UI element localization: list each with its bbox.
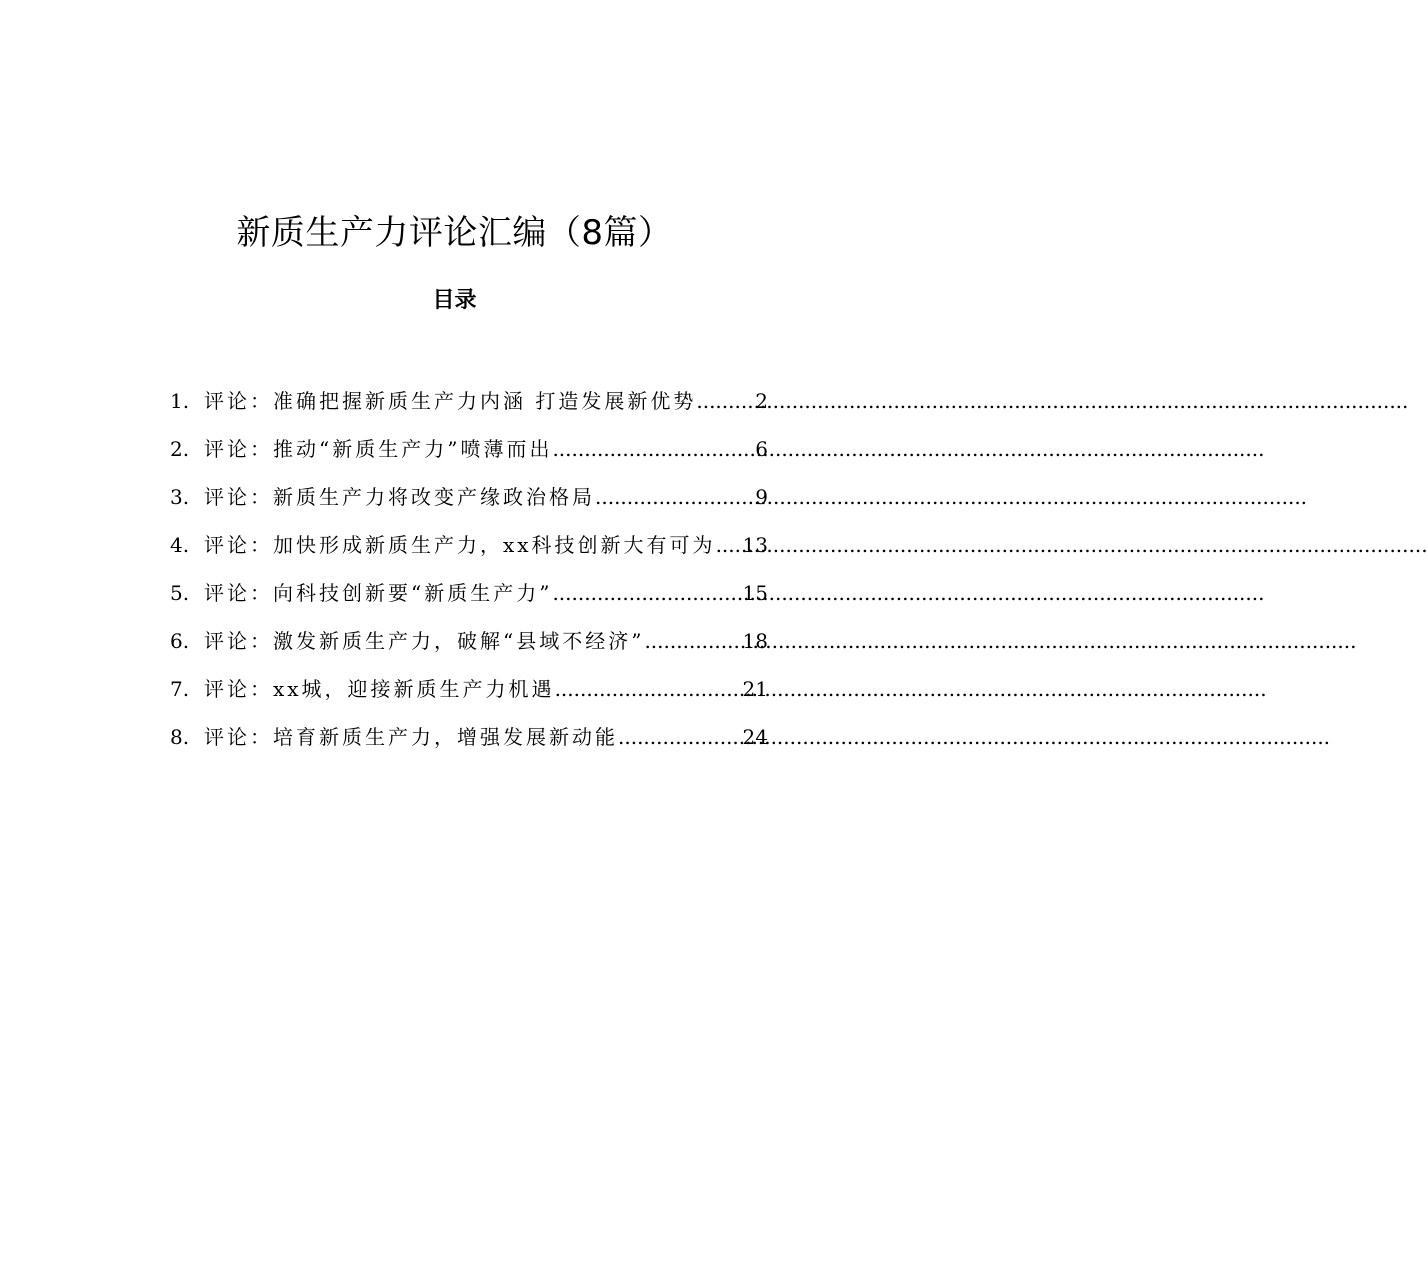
toc-entry-number: 1. — [170, 389, 190, 413]
toc-entry-page: 15 — [742, 581, 768, 605]
toc-entry-page: 13 — [742, 533, 768, 557]
toc-entry-number: 2. — [170, 437, 190, 461]
toc-entry-number: 7. — [170, 677, 190, 701]
toc-dot-leader — [716, 521, 742, 569]
toc-entry-prefix: 评论： — [204, 725, 273, 749]
toc-entry[interactable] — [170, 521, 768, 569]
toc-entry-page: 2 — [755, 389, 768, 413]
toc-entry-number: 8. — [170, 725, 190, 749]
toc-entry-page: 21 — [742, 677, 768, 701]
toc-dot-leader — [552, 569, 741, 617]
toc-entry-title: 培育新质生产力，增强发展新动能 — [273, 725, 618, 749]
toc-entry-number: 6. — [170, 629, 190, 653]
toc-entry[interactable] — [170, 377, 768, 425]
toc-dot-leader — [595, 473, 754, 521]
table-of-contents — [170, 377, 768, 761]
toc-dot-leader — [618, 713, 742, 761]
toc-entry-prefix: 评论： — [204, 533, 273, 557]
toc-entry-prefix: 评论： — [204, 437, 273, 461]
toc-dot-leader — [555, 665, 742, 713]
toc-entry-title: 激发新质生产力，破解“县域不经济” — [273, 629, 645, 653]
toc-entry-prefix: 评论： — [204, 389, 273, 413]
toc-heading: 目录 — [432, 287, 477, 313]
toc-entry[interactable] — [170, 617, 768, 665]
toc-entry-title: xx城，迎接新质生产力机遇 — [273, 677, 555, 701]
toc-entry-title: 推动“新质生产力”喷薄而出 — [273, 437, 553, 461]
toc-entry-number: 4. — [170, 533, 190, 557]
toc-entry-prefix: 评论： — [204, 629, 273, 653]
toc-entry-prefix: 评论： — [204, 677, 273, 701]
toc-entry[interactable] — [170, 473, 768, 521]
toc-entry-number: 5. — [170, 581, 190, 605]
toc-dot-leader — [644, 617, 741, 665]
toc-entry-number: 3. — [170, 485, 190, 509]
toc-entry-title: 准确把握新质生产力内涵 打造发展新优势 — [273, 389, 697, 413]
toc-dot-leader — [552, 425, 754, 473]
toc-entry-page: 9 — [755, 485, 768, 509]
toc-entry-prefix: 评论： — [204, 485, 273, 509]
toc-entry-prefix: 评论： — [204, 581, 273, 605]
toc-entry[interactable] — [170, 569, 768, 617]
toc-entry[interactable] — [170, 713, 768, 761]
toc-entry-title: 向科技创新要“新质生产力” — [273, 581, 553, 605]
toc-entry[interactable] — [170, 665, 768, 713]
toc-entry-page: 6 — [755, 437, 768, 461]
document-title: 新质生产力评论汇编（8篇） — [236, 213, 673, 253]
toc-entry-page: 24 — [742, 725, 768, 749]
toc-entry-page: 18 — [742, 629, 768, 653]
toc-dot-leader — [696, 377, 754, 425]
toc-entry[interactable] — [170, 425, 768, 473]
toc-entry-title: 新质生产力将改变产缘政治格局 — [273, 485, 595, 509]
toc-entry-title: 加快形成新质生产力，xx科技创新大有可为 — [273, 533, 716, 557]
